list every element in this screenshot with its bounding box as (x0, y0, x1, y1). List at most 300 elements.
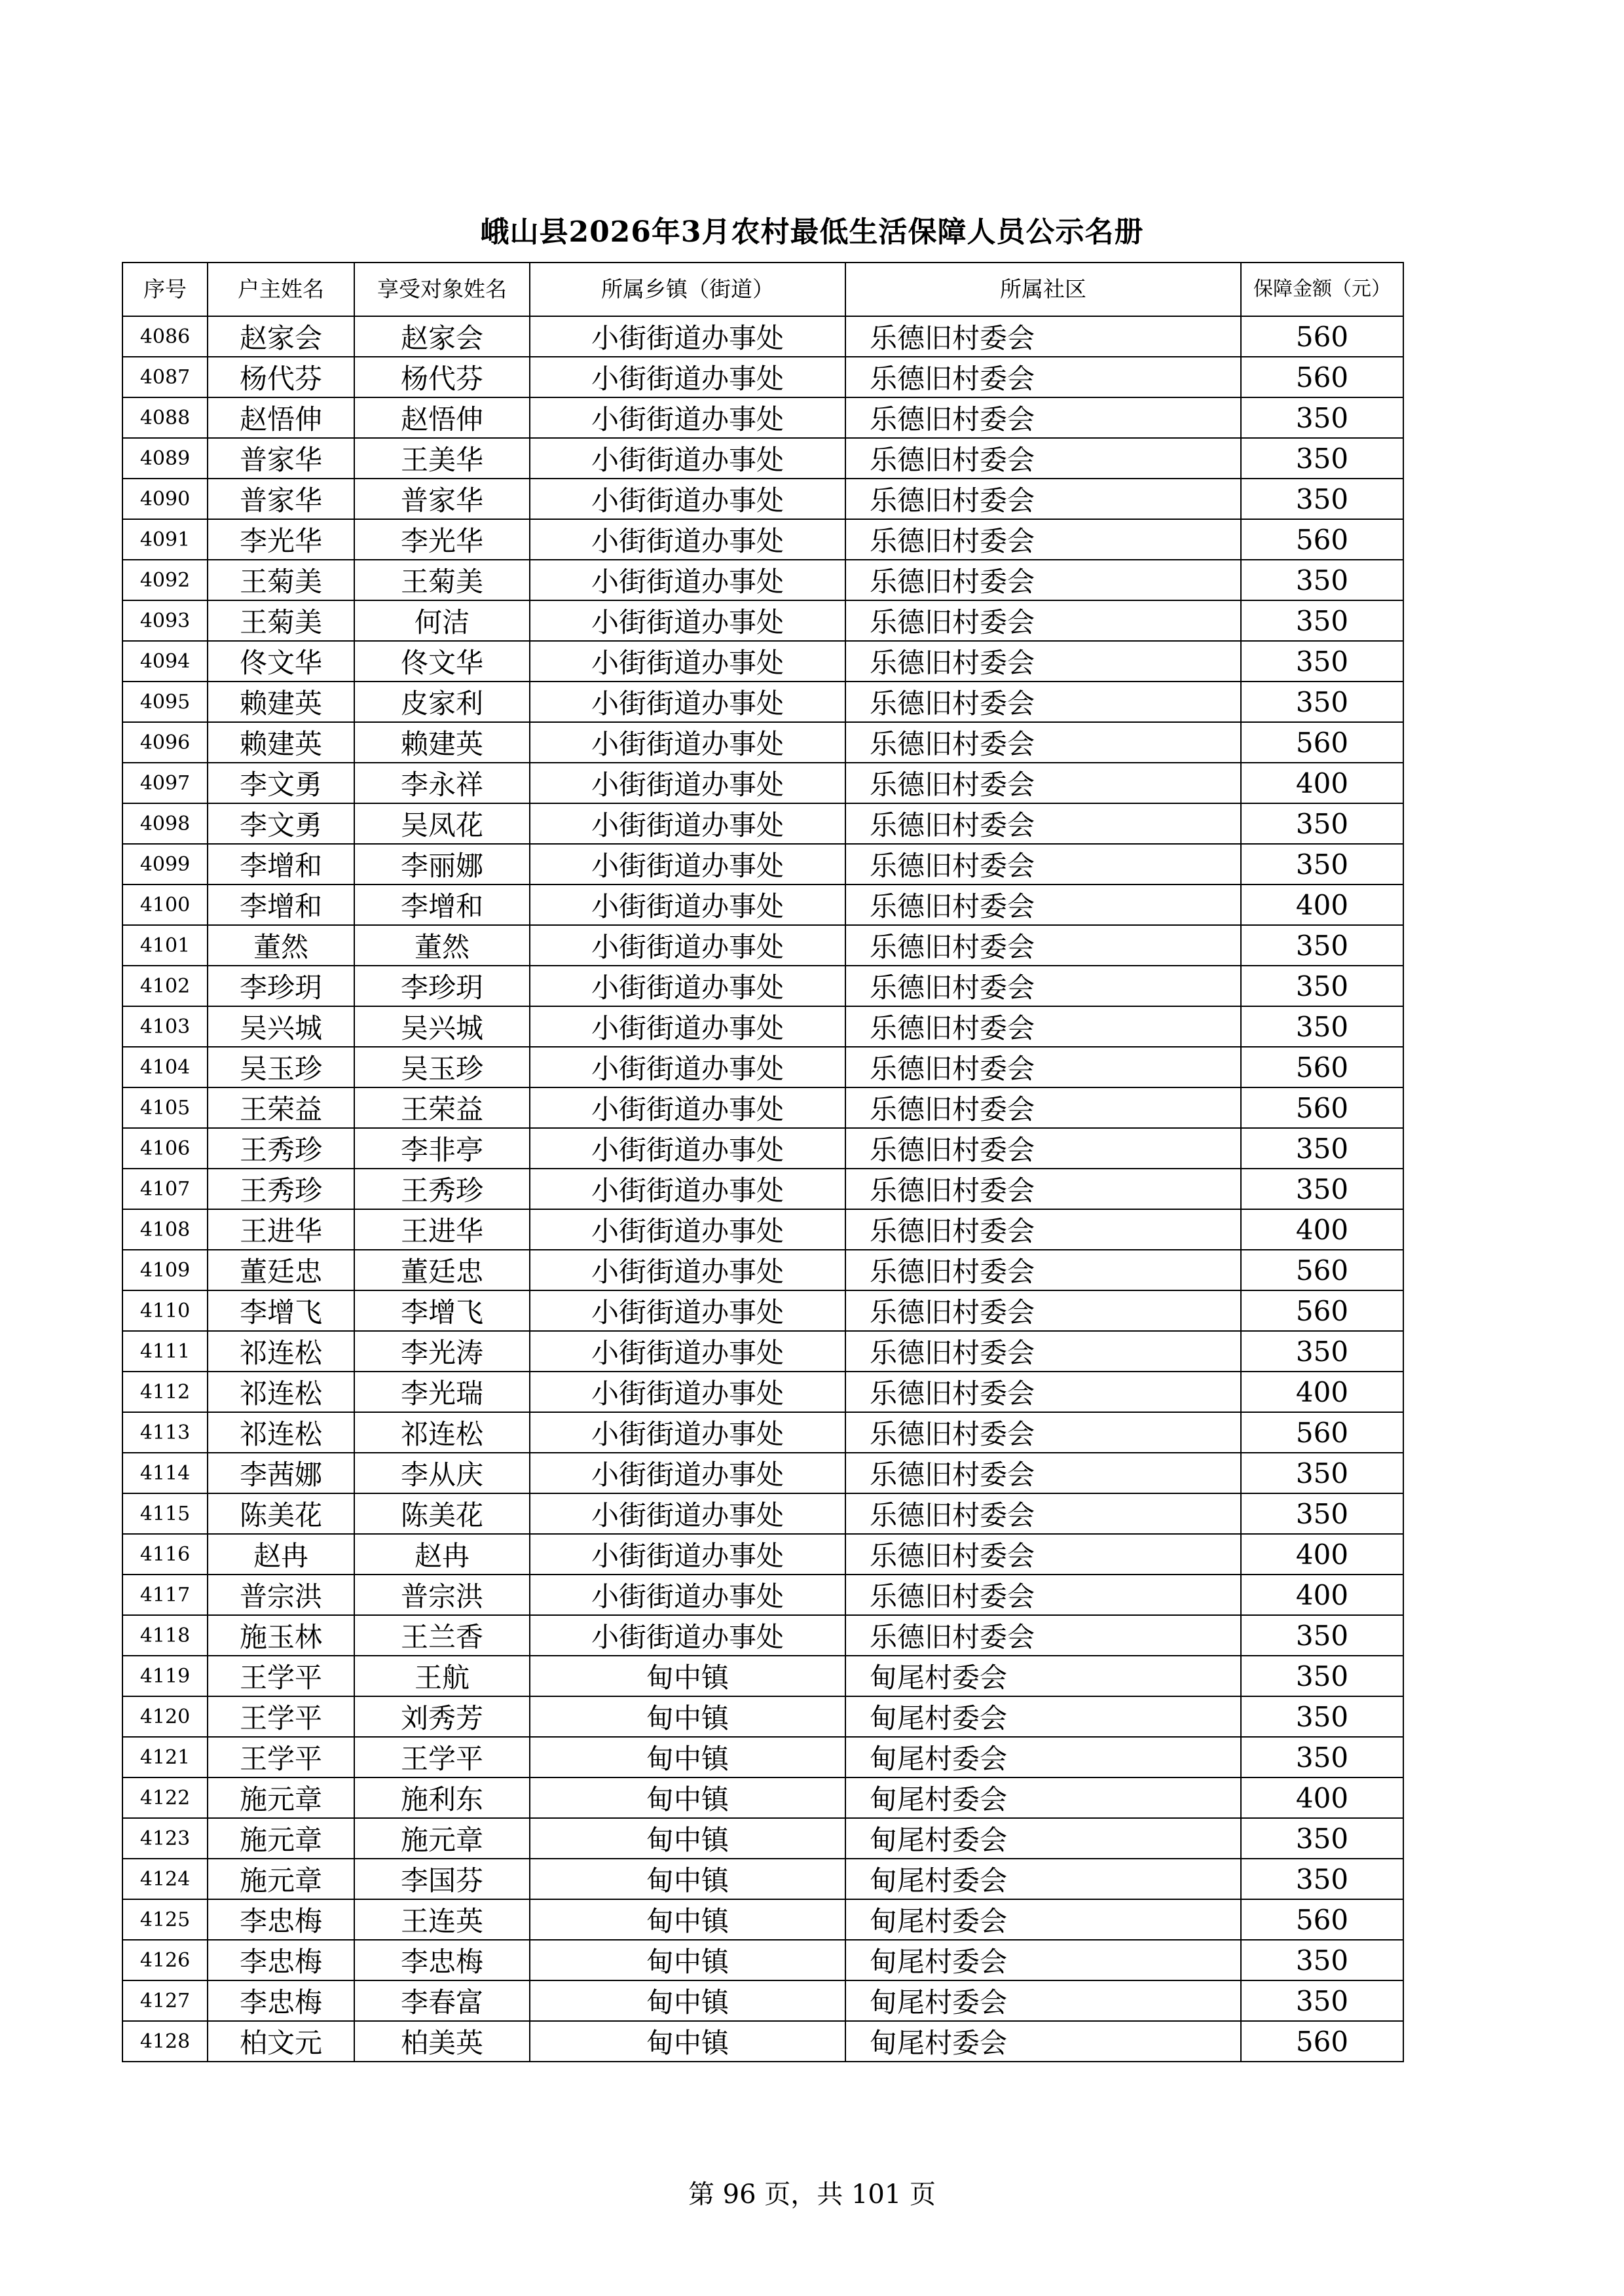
table-row (122, 1777, 1403, 1818)
amount-cell: 350 (1241, 641, 1403, 682)
household-head-cell: 王秀珍 (208, 1169, 354, 1209)
serial-cell: 4126 (122, 1940, 208, 1980)
table-row (122, 682, 1403, 722)
township-cell: 小街街道办事处 (530, 479, 845, 519)
township-cell: 小街街道办事处 (530, 438, 845, 479)
township-cell: 小街街道办事处 (530, 641, 845, 682)
amount-cell: 400 (1241, 1777, 1403, 1818)
serial-cell: 4109 (122, 1250, 208, 1290)
amount-cell: 350 (1241, 1615, 1403, 1656)
beneficiary-cell: 李增飞 (354, 1290, 530, 1331)
community-cell: 乐德旧村委会 (845, 722, 1241, 763)
table-row (122, 803, 1403, 844)
township-cell: 小街街道办事处 (530, 1128, 845, 1169)
township-cell: 甸中镇 (530, 1940, 845, 1980)
beneficiary-cell: 李从庆 (354, 1453, 530, 1493)
amount-cell: 350 (1241, 682, 1403, 722)
township-cell: 小街街道办事处 (530, 1290, 845, 1331)
amount-cell: 400 (1241, 1534, 1403, 1575)
amount-cell: 350 (1241, 1453, 1403, 1493)
township-cell: 小街街道办事处 (530, 844, 845, 884)
amount-cell: 350 (1241, 1940, 1403, 1980)
amount-cell: 350 (1241, 966, 1403, 1006)
amount-cell: 350 (1241, 1818, 1403, 1859)
table-row (122, 925, 1403, 966)
beneficiary-cell: 王菊美 (354, 560, 530, 600)
beneficiary-cell: 王兰香 (354, 1615, 530, 1656)
household-head-cell: 祁连松 (208, 1412, 354, 1453)
serial-cell: 4092 (122, 560, 208, 600)
household-head-cell: 李忠梅 (208, 1940, 354, 1980)
township-cell: 甸中镇 (530, 1818, 845, 1859)
serial-cell: 4125 (122, 1899, 208, 1940)
table-row (122, 1615, 1403, 1656)
beneficiary-cell: 李光瑞 (354, 1372, 530, 1412)
col-header-amount: 保障金额（元） (1241, 263, 1403, 316)
household-head-cell: 施元章 (208, 1818, 354, 1859)
table-row (122, 1453, 1403, 1493)
amount-cell: 350 (1241, 925, 1403, 966)
serial-cell: 4089 (122, 438, 208, 479)
amount-cell: 350 (1241, 803, 1403, 844)
roster-table (122, 262, 1404, 2062)
table-row (122, 1534, 1403, 1575)
community-cell: 乐德旧村委会 (845, 641, 1241, 682)
township-cell: 小街街道办事处 (530, 682, 845, 722)
serial-cell: 4101 (122, 925, 208, 966)
amount-cell: 560 (1241, 519, 1403, 560)
amount-cell: 350 (1241, 1128, 1403, 1169)
table-row (122, 2021, 1403, 2062)
amount-cell: 350 (1241, 600, 1403, 641)
household-head-cell: 王菊美 (208, 560, 354, 600)
community-cell: 乐德旧村委会 (845, 1575, 1241, 1615)
amount-cell: 560 (1241, 722, 1403, 763)
beneficiary-cell: 施元章 (354, 1818, 530, 1859)
household-head-cell: 王荣益 (208, 1087, 354, 1128)
township-cell: 小街街道办事处 (530, 1209, 845, 1250)
amount-cell: 350 (1241, 479, 1403, 519)
beneficiary-cell: 李春富 (354, 1980, 530, 2021)
table-row (122, 438, 1403, 479)
township-cell: 小街街道办事处 (530, 803, 845, 844)
community-cell: 乐德旧村委会 (845, 1087, 1241, 1128)
household-head-cell: 赖建英 (208, 682, 354, 722)
community-cell: 乐德旧村委会 (845, 763, 1241, 803)
township-cell: 小街街道办事处 (530, 316, 845, 357)
township-cell: 甸中镇 (530, 2021, 845, 2062)
serial-cell: 4108 (122, 1209, 208, 1250)
beneficiary-cell: 吴兴城 (354, 1006, 530, 1047)
community-cell: 乐德旧村委会 (845, 925, 1241, 966)
household-head-cell: 赵家会 (208, 316, 354, 357)
table-row (122, 1493, 1403, 1534)
township-cell: 小街街道办事处 (530, 1493, 845, 1534)
table-row (122, 1940, 1403, 1980)
township-cell: 小街街道办事处 (530, 1331, 845, 1372)
table-row (122, 357, 1403, 397)
serial-cell: 4105 (122, 1087, 208, 1128)
community-cell: 乐德旧村委会 (845, 844, 1241, 884)
township-cell: 小街街道办事处 (530, 763, 845, 803)
amount-cell: 560 (1241, 1087, 1403, 1128)
community-cell: 乐德旧村委会 (845, 1615, 1241, 1656)
beneficiary-cell: 陈美花 (354, 1493, 530, 1534)
community-cell: 乐德旧村委会 (845, 1006, 1241, 1047)
township-cell: 小街街道办事处 (530, 1047, 845, 1087)
community-cell: 乐德旧村委会 (845, 1128, 1241, 1169)
serial-cell: 4113 (122, 1412, 208, 1453)
table-row (122, 1047, 1403, 1087)
household-head-cell: 普家华 (208, 479, 354, 519)
household-head-cell: 王秀珍 (208, 1128, 354, 1169)
community-cell: 乐德旧村委会 (845, 600, 1241, 641)
community-cell: 乐德旧村委会 (845, 1290, 1241, 1331)
community-cell: 甸尾村委会 (845, 1940, 1241, 1980)
serial-cell: 4122 (122, 1777, 208, 1818)
beneficiary-cell: 普家华 (354, 479, 530, 519)
township-cell: 小街街道办事处 (530, 357, 845, 397)
table-row (122, 479, 1403, 519)
household-head-cell: 杨代芬 (208, 357, 354, 397)
community-cell: 乐德旧村委会 (845, 1453, 1241, 1493)
amount-cell: 560 (1241, 1250, 1403, 1290)
household-head-cell: 赵冉 (208, 1534, 354, 1575)
community-cell: 乐德旧村委会 (845, 438, 1241, 479)
township-cell: 小街街道办事处 (530, 1087, 845, 1128)
col-header-household-head: 户主姓名 (208, 263, 354, 316)
table-row (122, 1087, 1403, 1128)
amount-cell: 350 (1241, 1737, 1403, 1777)
serial-cell: 4121 (122, 1737, 208, 1777)
table-row (122, 884, 1403, 925)
beneficiary-cell: 杨代芬 (354, 357, 530, 397)
community-cell: 乐德旧村委会 (845, 479, 1241, 519)
household-head-cell: 施元章 (208, 1859, 354, 1899)
beneficiary-cell: 李非亭 (354, 1128, 530, 1169)
community-cell: 甸尾村委会 (845, 1899, 1241, 1940)
amount-cell: 350 (1241, 1006, 1403, 1047)
serial-cell: 4098 (122, 803, 208, 844)
table-row (122, 722, 1403, 763)
beneficiary-cell: 赵悟伸 (354, 397, 530, 438)
community-cell: 乐德旧村委会 (845, 519, 1241, 560)
community-cell: 甸尾村委会 (845, 1818, 1241, 1859)
township-cell: 甸中镇 (530, 1696, 845, 1737)
household-head-cell: 王菊美 (208, 600, 354, 641)
household-head-cell: 李增飞 (208, 1290, 354, 1331)
table-row (122, 641, 1403, 682)
household-head-cell: 王学平 (208, 1656, 354, 1696)
community-cell: 乐德旧村委会 (845, 1412, 1241, 1453)
community-cell: 乐德旧村委会 (845, 560, 1241, 600)
serial-cell: 4097 (122, 763, 208, 803)
table-row (122, 519, 1403, 560)
amount-cell: 350 (1241, 560, 1403, 600)
township-cell: 甸中镇 (530, 1899, 845, 1940)
col-header-township: 所属乡镇（街道） (530, 263, 845, 316)
household-head-cell: 赖建英 (208, 722, 354, 763)
table-row (122, 1696, 1403, 1737)
serial-cell: 4114 (122, 1453, 208, 1493)
community-cell: 甸尾村委会 (845, 1656, 1241, 1696)
township-cell: 小街街道办事处 (530, 1169, 845, 1209)
beneficiary-cell: 董然 (354, 925, 530, 966)
serial-cell: 4091 (122, 519, 208, 560)
beneficiary-cell: 王荣益 (354, 1087, 530, 1128)
household-head-cell: 祁连松 (208, 1372, 354, 1412)
beneficiary-cell: 柏美英 (354, 2021, 530, 2062)
township-cell: 小街街道办事处 (530, 1453, 845, 1493)
beneficiary-cell: 李忠梅 (354, 1940, 530, 1980)
household-head-cell: 李茜娜 (208, 1453, 354, 1493)
household-head-cell: 陈美花 (208, 1493, 354, 1534)
serial-cell: 4120 (122, 1696, 208, 1737)
household-head-cell: 吴兴城 (208, 1006, 354, 1047)
amount-cell: 400 (1241, 1575, 1403, 1615)
township-cell: 小街街道办事处 (530, 1534, 845, 1575)
col-header-serial: 序号 (122, 263, 208, 316)
household-head-cell: 李文勇 (208, 803, 354, 844)
beneficiary-cell: 王航 (354, 1656, 530, 1696)
table-row (122, 1818, 1403, 1859)
serial-cell: 4102 (122, 966, 208, 1006)
beneficiary-cell: 祁连松 (354, 1412, 530, 1453)
township-cell: 小街街道办事处 (530, 1615, 845, 1656)
amount-cell: 560 (1241, 1899, 1403, 1940)
household-head-cell: 赵悟伸 (208, 397, 354, 438)
serial-cell: 4119 (122, 1656, 208, 1696)
township-cell: 甸中镇 (530, 1656, 845, 1696)
household-head-cell: 李珍玥 (208, 966, 354, 1006)
amount-cell: 400 (1241, 1209, 1403, 1250)
beneficiary-cell: 赖建英 (354, 722, 530, 763)
serial-cell: 4123 (122, 1818, 208, 1859)
beneficiary-cell: 李珍玥 (354, 966, 530, 1006)
township-cell: 甸中镇 (530, 1859, 845, 1899)
serial-cell: 4093 (122, 600, 208, 641)
township-cell: 小街街道办事处 (530, 722, 845, 763)
table-row (122, 1290, 1403, 1331)
serial-cell: 4115 (122, 1493, 208, 1534)
community-cell: 乐德旧村委会 (845, 1047, 1241, 1087)
community-cell: 乐德旧村委会 (845, 1331, 1241, 1372)
table-row (122, 1209, 1403, 1250)
amount-cell: 350 (1241, 397, 1403, 438)
household-head-cell: 李忠梅 (208, 1899, 354, 1940)
serial-cell: 4111 (122, 1331, 208, 1372)
serial-cell: 4106 (122, 1128, 208, 1169)
beneficiary-cell: 王进华 (354, 1209, 530, 1250)
household-head-cell: 柏文元 (208, 2021, 354, 2062)
table-row (122, 560, 1403, 600)
table-row (122, 1128, 1403, 1169)
serial-cell: 4112 (122, 1372, 208, 1412)
beneficiary-cell: 王秀珍 (354, 1169, 530, 1209)
community-cell: 乐德旧村委会 (845, 1372, 1241, 1412)
amount-cell: 400 (1241, 1372, 1403, 1412)
community-cell: 甸尾村委会 (845, 1859, 1241, 1899)
table-row (122, 1372, 1403, 1412)
beneficiary-cell: 施利东 (354, 1777, 530, 1818)
table-row (122, 397, 1403, 438)
household-head-cell: 祁连松 (208, 1331, 354, 1372)
household-head-cell: 普宗洪 (208, 1575, 354, 1615)
household-head-cell: 李文勇 (208, 763, 354, 803)
household-head-cell: 董廷忠 (208, 1250, 354, 1290)
serial-cell: 4103 (122, 1006, 208, 1047)
community-cell: 乐德旧村委会 (845, 397, 1241, 438)
township-cell: 小街街道办事处 (530, 1372, 845, 1412)
table-row (122, 1331, 1403, 1372)
serial-cell: 4104 (122, 1047, 208, 1087)
community-cell: 乐德旧村委会 (845, 1250, 1241, 1290)
household-head-cell: 王学平 (208, 1737, 354, 1777)
township-cell: 小街街道办事处 (530, 600, 845, 641)
beneficiary-cell: 王学平 (354, 1737, 530, 1777)
beneficiary-cell: 吴凤花 (354, 803, 530, 844)
table-row (122, 1575, 1403, 1615)
beneficiary-cell: 李永祥 (354, 763, 530, 803)
table-row (122, 844, 1403, 884)
serial-cell: 4090 (122, 479, 208, 519)
amount-cell: 560 (1241, 1412, 1403, 1453)
serial-cell: 4099 (122, 844, 208, 884)
household-head-cell: 吴玉珍 (208, 1047, 354, 1087)
amount-cell: 350 (1241, 1493, 1403, 1534)
amount-cell: 400 (1241, 763, 1403, 803)
amount-cell: 350 (1241, 1656, 1403, 1696)
beneficiary-cell: 李增和 (354, 884, 530, 925)
beneficiary-cell: 王美华 (354, 438, 530, 479)
community-cell: 乐德旧村委会 (845, 884, 1241, 925)
amount-cell: 560 (1241, 2021, 1403, 2062)
household-head-cell: 王进华 (208, 1209, 354, 1250)
community-cell: 乐德旧村委会 (845, 357, 1241, 397)
amount-cell: 350 (1241, 1696, 1403, 1737)
table-row (122, 966, 1403, 1006)
amount-cell: 350 (1241, 1169, 1403, 1209)
community-cell: 乐德旧村委会 (845, 316, 1241, 357)
community-cell: 甸尾村委会 (845, 1777, 1241, 1818)
amount-cell: 400 (1241, 884, 1403, 925)
township-cell: 小街街道办事处 (530, 925, 845, 966)
serial-cell: 4107 (122, 1169, 208, 1209)
serial-cell: 4086 (122, 316, 208, 357)
community-cell: 乐德旧村委会 (845, 803, 1241, 844)
serial-cell: 4124 (122, 1859, 208, 1899)
table-row (122, 1859, 1403, 1899)
community-cell: 甸尾村委会 (845, 1980, 1241, 2021)
township-cell: 小街街道办事处 (530, 519, 845, 560)
township-cell: 小街街道办事处 (530, 1412, 845, 1453)
serial-cell: 4100 (122, 884, 208, 925)
table-row (122, 1006, 1403, 1047)
table-row (122, 1250, 1403, 1290)
household-head-cell: 王学平 (208, 1696, 354, 1737)
serial-cell: 4118 (122, 1615, 208, 1656)
household-head-cell: 施玉林 (208, 1615, 354, 1656)
serial-cell: 4128 (122, 2021, 208, 2062)
beneficiary-cell: 李光涛 (354, 1331, 530, 1372)
beneficiary-cell: 赵冉 (354, 1534, 530, 1575)
beneficiary-cell: 皮家利 (354, 682, 530, 722)
amount-cell: 560 (1241, 316, 1403, 357)
amount-cell: 560 (1241, 1047, 1403, 1087)
serial-cell: 4117 (122, 1575, 208, 1615)
serial-cell: 4127 (122, 1980, 208, 2021)
header-row (122, 263, 1403, 316)
serial-cell: 4087 (122, 357, 208, 397)
community-cell: 甸尾村委会 (845, 1737, 1241, 1777)
township-cell: 甸中镇 (530, 1777, 845, 1818)
serial-cell: 4110 (122, 1290, 208, 1331)
col-header-community: 所属社区 (845, 263, 1241, 316)
community-cell: 乐德旧村委会 (845, 1493, 1241, 1534)
beneficiary-cell: 王连英 (354, 1899, 530, 1940)
table-body (122, 316, 1403, 2062)
amount-cell: 350 (1241, 1980, 1403, 2021)
serial-cell: 4088 (122, 397, 208, 438)
household-head-cell: 施元章 (208, 1777, 354, 1818)
beneficiary-cell: 普宗洪 (354, 1575, 530, 1615)
township-cell: 小街街道办事处 (530, 1575, 845, 1615)
amount-cell: 350 (1241, 1859, 1403, 1899)
page-footer: 第 96 页，共 101 页 (688, 2179, 936, 2210)
beneficiary-cell: 佟文华 (354, 641, 530, 682)
community-cell: 甸尾村委会 (845, 1696, 1241, 1737)
table-row (122, 316, 1403, 357)
township-cell: 小街街道办事处 (530, 884, 845, 925)
beneficiary-cell: 赵家会 (354, 316, 530, 357)
table-row (122, 1412, 1403, 1453)
table-row (122, 1980, 1403, 2021)
table-row (122, 1656, 1403, 1696)
page-title: 峨山县2026年3月农村最低生活保障人员公示名册 (480, 215, 1144, 249)
serial-cell: 4096 (122, 722, 208, 763)
community-cell: 乐德旧村委会 (845, 682, 1241, 722)
table-row (122, 763, 1403, 803)
col-header-beneficiary: 享受对象姓名 (354, 263, 530, 316)
serial-cell: 4116 (122, 1534, 208, 1575)
township-cell: 小街街道办事处 (530, 397, 845, 438)
beneficiary-cell: 刘秀芳 (354, 1696, 530, 1737)
table-header (122, 263, 1403, 316)
beneficiary-cell: 李光华 (354, 519, 530, 560)
amount-cell: 560 (1241, 357, 1403, 397)
beneficiary-cell: 李丽娜 (354, 844, 530, 884)
household-head-cell: 普家华 (208, 438, 354, 479)
household-head-cell: 李增和 (208, 884, 354, 925)
household-head-cell: 董然 (208, 925, 354, 966)
serial-cell: 4095 (122, 682, 208, 722)
community-cell: 甸尾村委会 (845, 2021, 1241, 2062)
amount-cell: 350 (1241, 1331, 1403, 1372)
community-cell: 乐德旧村委会 (845, 1169, 1241, 1209)
township-cell: 小街街道办事处 (530, 560, 845, 600)
beneficiary-cell: 李国芬 (354, 1859, 530, 1899)
household-head-cell: 李增和 (208, 844, 354, 884)
table-row (122, 1737, 1403, 1777)
beneficiary-cell: 董廷忠 (354, 1250, 530, 1290)
township-cell: 小街街道办事处 (530, 966, 845, 1006)
beneficiary-cell: 吴玉珍 (354, 1047, 530, 1087)
household-head-cell: 李光华 (208, 519, 354, 560)
table-row (122, 1169, 1403, 1209)
township-cell: 小街街道办事处 (530, 1006, 845, 1047)
township-cell: 甸中镇 (530, 1980, 845, 2021)
community-cell: 乐德旧村委会 (845, 1534, 1241, 1575)
